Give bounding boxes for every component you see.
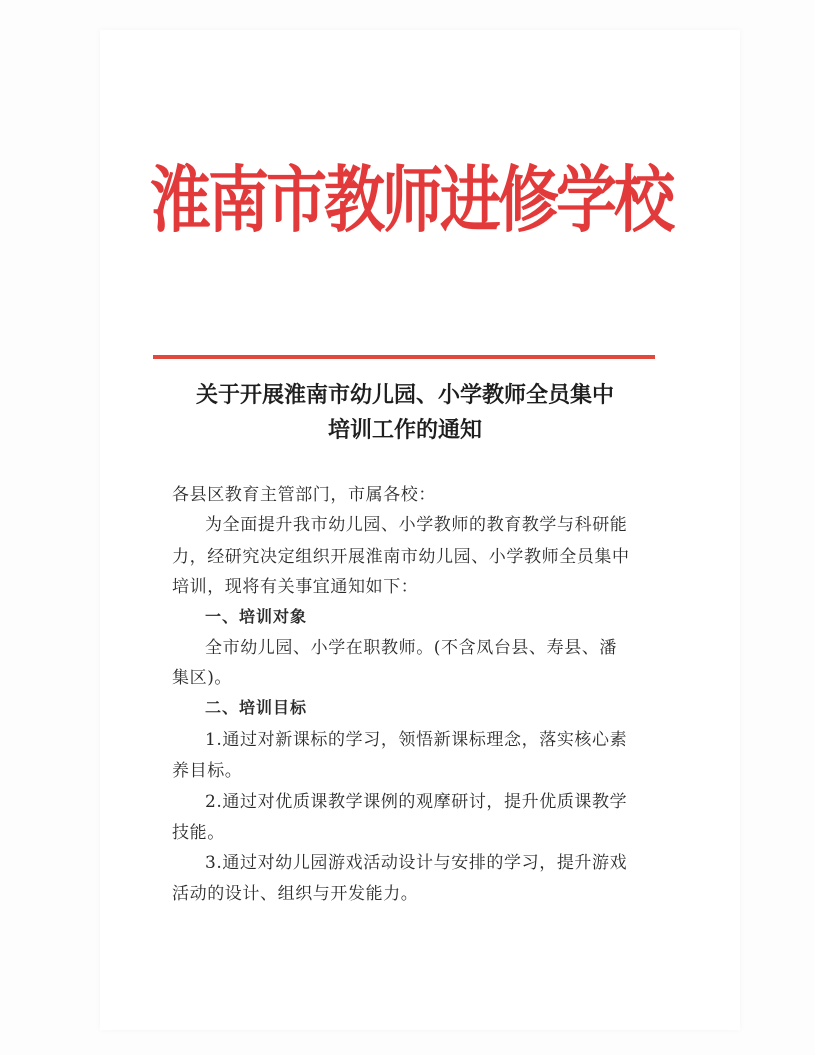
intro-line-3: 培训，现将有关事宜通知如下：	[172, 577, 419, 597]
red-divider-rule	[153, 355, 655, 359]
section-heading-goals: 二、培训目标	[205, 698, 308, 717]
document-title-line-2: 培训工作的通知	[327, 418, 482, 443]
intro-line-2: 力，经研究决定组织开展淮南市幼儿园、小学教师全员集中	[172, 547, 630, 567]
goal-3-line-2: 活动的设计、组织与开发能力。	[172, 884, 419, 904]
goal-1-line-1: 1.通过对新课标的学习，领悟新课标理念，落实核心素	[205, 730, 628, 750]
masthead-title: 淮南市教师进修学校	[150, 159, 673, 243]
intro-line-1: 为全面提升我市幼儿园、小学教师的教育教学与科研能	[205, 515, 628, 535]
section1-line-1: 全市幼儿园、小学在职教师。(不含凤台县、寿县、潘	[205, 638, 618, 658]
goal-2-line-2: 技能。	[172, 823, 225, 843]
goal-1-line-2: 养目标。	[172, 761, 243, 781]
document-title-line-1: 关于开展淮南市幼儿园、小学教师全员集中	[195, 383, 614, 408]
section-heading-targets: 一、培训对象	[205, 607, 308, 626]
section1-line-2: 集区)。	[172, 668, 233, 688]
goal-2-line-1: 2.通过对优质课教学课例的观摩研讨，提升优质课教学	[205, 792, 628, 812]
goal-3-line-1: 3.通过对幼儿园游戏活动设计与安排的学习，提升游戏	[205, 853, 628, 873]
salutation: 各县区教育主管部门，市属各校：	[172, 485, 436, 505]
